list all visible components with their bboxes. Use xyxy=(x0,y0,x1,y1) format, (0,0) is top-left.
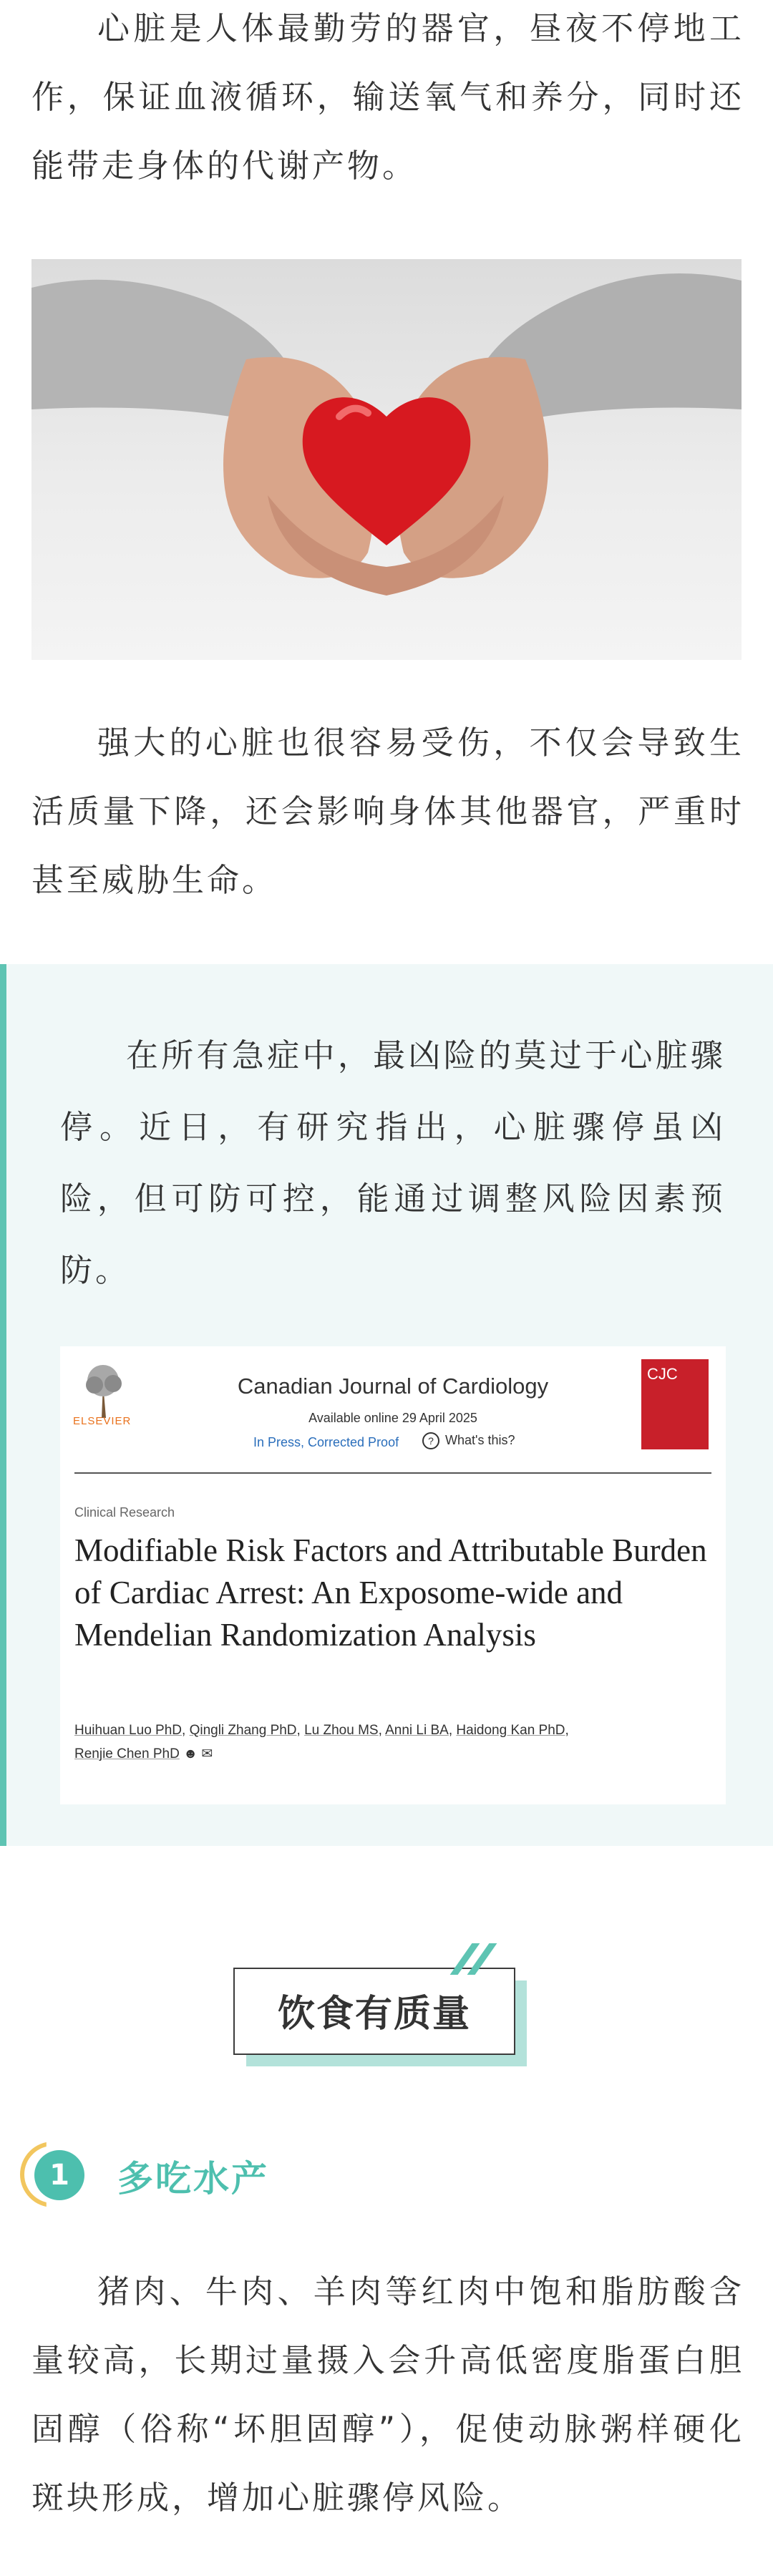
whats-this-label: What's this? xyxy=(445,1432,515,1447)
number-badge: 1 xyxy=(34,2150,84,2200)
callout-accent-bar xyxy=(0,964,6,1846)
elsevier-label: ELSEVIER xyxy=(73,1415,132,1427)
journal-article-header xyxy=(60,1346,726,1804)
subheading-title: 多吃水产 xyxy=(117,2158,269,2200)
section-heading-box xyxy=(233,1968,527,2066)
article-title: Modifiable Risk Factors and Attributable Burden of Cardiac Arrest: An Exposome-wide and Mendelian Randomization Analysis xyxy=(74,1532,707,1653)
author-link[interactable]: Huihuan Luo PhD xyxy=(74,1723,182,1738)
journal-name: Canadian Journal of Cardiology xyxy=(237,1374,549,1399)
callout-box xyxy=(0,964,773,1846)
author-link[interactable]: Anni Li BA xyxy=(385,1723,449,1738)
in-press-link[interactable]: In Press, Corrected Proof xyxy=(253,1435,399,1449)
section-heading: 饮食有质量 xyxy=(277,1993,471,2036)
whats-this-link[interactable] xyxy=(422,1432,515,1449)
author-link[interactable]: Haidong Kan PhD xyxy=(456,1723,565,1738)
redmeat-paragraph: 猪肉、牛肉、羊肉等红肉中饱和脂肪酸含量较高，长期过量摄入会升高低密度脂蛋白胆固醇（俗称“坏胆固醇”），促使动脉粥样硬化斑块形成，增加心脏骤停风险。 xyxy=(31,2273,744,2517)
article-section: Clinical Research xyxy=(74,1505,175,1520)
heart-hands-photo xyxy=(31,259,742,660)
author-link[interactable]: Qingli Zhang PhD xyxy=(189,1723,297,1738)
person-icon[interactable]: ☻ xyxy=(183,1746,198,1761)
email-icon[interactable]: ✉ xyxy=(201,1746,213,1761)
question-icon: ? xyxy=(422,1432,439,1449)
author-link[interactable]: Renjie Chen PhD xyxy=(74,1746,180,1761)
injury-paragraph: 强大的心脏也很容易受伤，不仅会导致生活质量下降，还会影响身体其他器官，严重时甚至威胁生命。 xyxy=(31,724,744,899)
callout-paragraph: 在所有急症中，最凶险的莫过于心脏骤停。近日，有研究指出，心脏骤停虽凶险，但可防可控，能通过调整风险因素预防。 xyxy=(60,1036,726,1289)
intro-paragraph: 心脏是人体最勤劳的器官，昼夜不停地工作，保证血液循环，输送氧气和养分，同时还能带走身体的代谢产物。 xyxy=(31,9,744,185)
subheading xyxy=(20,2142,449,2206)
author-list: Huihuan Luo PhD, Qingli Zhang PhD, Lu Zhou MS, Anni Li BA, Haidong Kan PhD, Renjie Chen PhD ☻ ✉ xyxy=(74,1723,569,1761)
divider xyxy=(74,1472,711,1474)
journal-cover xyxy=(641,1359,709,1449)
journal-cover-title: CJC xyxy=(647,1365,678,1383)
available-online-date: Available online 29 April 2025 xyxy=(308,1411,477,1425)
author-link[interactable]: Lu Zhou MS xyxy=(304,1723,379,1738)
